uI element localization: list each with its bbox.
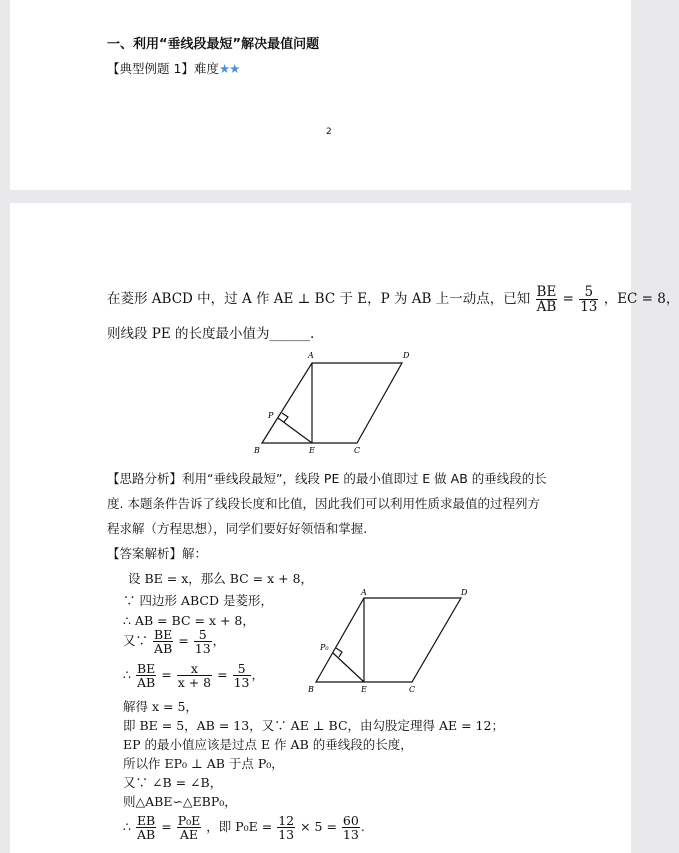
step-1: 设 BE = x，那么 BC = x + 8， [128,571,314,586]
label2-P0: P₀ [320,643,329,652]
step-11: 则△ABE∽△EBP₀， [123,794,237,809]
step-2: ∵ 四边形 ABCD 是菱形， [123,593,273,608]
label-E: E [309,446,315,455]
step-4-den: AB [154,641,173,657]
step-4 [123,628,225,655]
step-5-frac-2 [177,662,212,689]
step-5 [123,662,264,689]
label-A: A [308,351,314,360]
step-4-pre: 又∵ [123,633,149,649]
page-1 [10,0,631,190]
step-9: 所以作 EP₀ ⊥ AB 于点 P₀， [123,756,284,771]
step-4-frac-1 [153,628,173,655]
step-12-frac-4 [342,814,360,841]
step-12 [123,814,365,841]
problem-line-2: 则线段 PE 的长度最小值为______. [107,326,315,342]
rhombus-outline-2 [316,598,461,682]
step-12-eq1: = [161,819,172,835]
value-fraction [579,285,598,314]
example-label-text: 【典型例题 1】难度 [107,61,219,76]
label-D: D [403,351,410,360]
label2-E: E [361,685,367,694]
step-12-times: × 5 = [300,819,337,835]
difficulty-stars: ★★ [218,61,240,76]
step-7: 即 BE = 5，AB = 13，又∵ AE ⊥ BC，由勾股定理得 AE = 12； [123,718,504,733]
problem-eq: = [562,291,574,308]
step-5-frac-3 [233,662,251,689]
value-num: 5 [579,285,598,300]
right-angle-mark [282,413,288,422]
value-den: 13 [580,299,598,316]
step-12-d2: AE [179,827,199,843]
step-5-eq2: = [217,667,228,683]
problem-text-b: ，EC = 8， [603,291,679,308]
step-5-vnum: 5 [233,662,251,676]
segment-P0E [333,653,364,682]
step-8: EP 的最小值应该是过点 E 作 AB 的垂线段的长度， [123,737,413,752]
analysis-line-2: 度. 本题条件告诉了线段长度和比值，因此我们可以利用性质求最值的过程列方 [107,496,540,511]
problem-line-1 [107,285,679,314]
analysis-line-3: 程求解（方程思想），同学们要好好领悟和掌握. [107,521,368,536]
label-B: B [254,446,260,455]
analysis-line-1: 【思路分析】利用“垂线段最短”，线段 PE 的最小值即过 E 做 AB 的垂线段的长 [107,471,547,486]
step-5-xnum: x [177,662,212,676]
section-heading: 一、利用“垂线段最短”解决最值问题 [107,37,320,52]
page-number: 2 [326,127,332,137]
ratio-fraction [536,285,558,314]
step-12-frac-1 [136,814,156,841]
step-6: 解得 x = 5， [123,699,198,714]
rhombus-outline [262,363,402,443]
ratio-num: BE [536,284,557,300]
step-5-vden: 13 [233,675,250,691]
label2-C: C [409,685,416,694]
step-3: ∴ AB = BC = x + 8， [123,613,255,628]
step-4-eq: = [178,633,189,649]
step-5-pre: ∴ [123,667,131,683]
label2-B: B [308,685,314,694]
page-2 [10,203,679,853]
step-12-n2: P₀E [177,813,201,828]
step-12-n1: EB [136,813,156,828]
answer-label: 【答案解析】解： [107,546,208,561]
step-4-post: ， [212,633,226,649]
step-4-vnum: 5 [194,628,212,642]
step-5-num: BE [136,661,156,676]
rhombus-figure-1 [250,348,420,460]
step-5-xden: x + 8 [177,675,212,691]
rhombus-figure-2 [306,588,476,698]
example-label [107,59,239,77]
step-12-d3: 13 [278,827,295,843]
step-12-n4: 60 [342,813,359,828]
segment-PE [278,418,312,443]
label2-A: A [361,588,367,597]
step-5-eq1: = [161,667,172,683]
step-12-frac-2 [177,814,202,841]
step-12-n3: 12 [278,813,295,828]
step-12-mid: ，即 P₀E = [206,819,273,835]
step-12-pre: ∴ [123,819,131,835]
ratio-den: AB [536,299,557,316]
step-12-frac-3 [277,814,295,841]
step-4-frac-2 [194,628,212,655]
label2-D: D [461,588,468,597]
step-12-post: . [360,819,365,835]
step-5-frac-1 [136,662,156,689]
step-4-num: BE [154,627,173,642]
step-5-den: AB [136,675,156,691]
label-P: P [268,411,274,420]
step-10: 又∵ ∠B = ∠B， [123,775,223,790]
right-angle-mark-2 [336,648,342,657]
step-12-d4: 13 [342,827,359,843]
label-C: C [354,446,361,455]
step-12-d1: AB [136,827,156,843]
step-5-post: ， [251,667,265,683]
step-4-vden: 13 [194,641,211,657]
problem-text-a: 在菱形 ABCD 中，过 A 作 AE ⊥ BC 于 E，P 为 AB 上一动点，已知 [107,291,531,308]
